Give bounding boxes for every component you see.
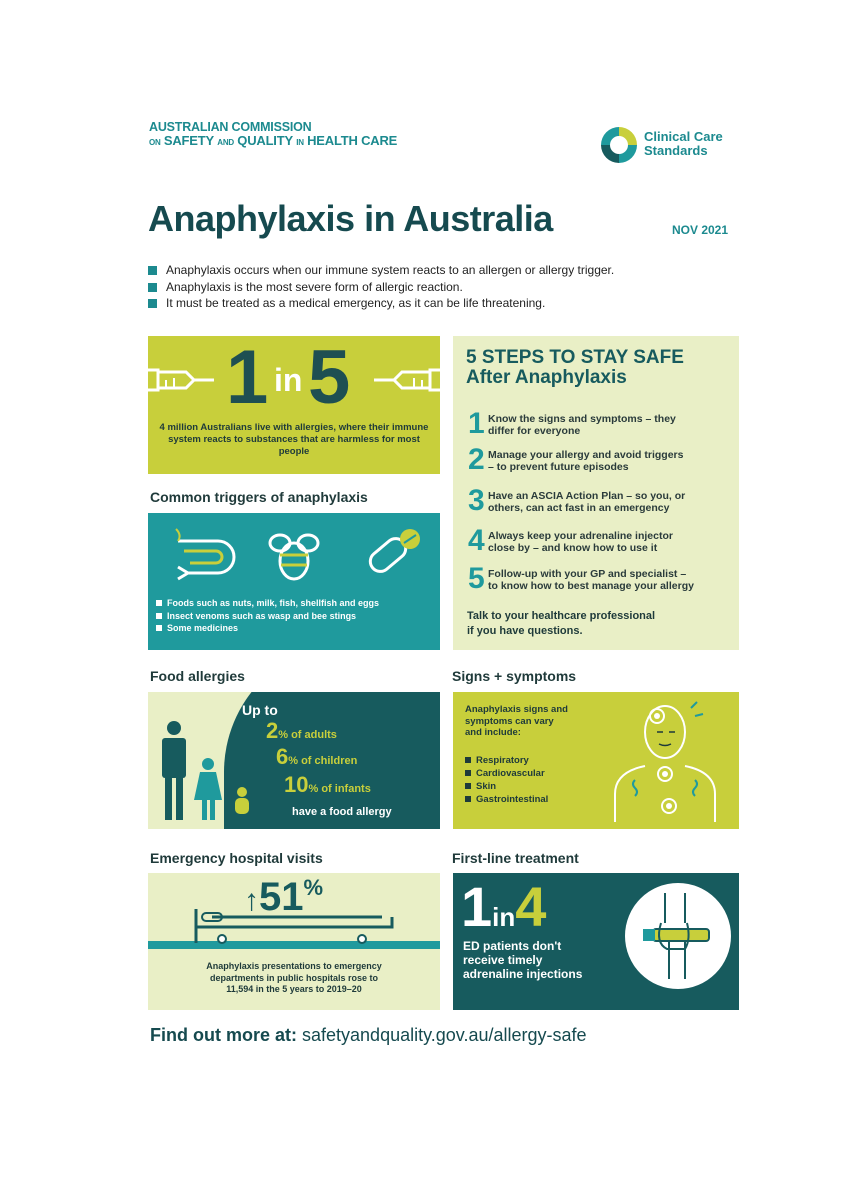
triggers-heading: Common triggers of anaphylaxis — [150, 489, 368, 505]
food-footer: have a food allergy — [292, 806, 392, 818]
sign-item: Cardiovascular — [465, 767, 548, 780]
increase-arrow-icon: ↑ — [244, 884, 259, 917]
stat-denominator: 5 — [308, 335, 351, 420]
signs-panel — [453, 692, 739, 829]
treatment-caption: ED patients don't receive timely adrenaline injections — [463, 939, 583, 981]
triggers-list — [156, 597, 379, 635]
treatment-heading: First-line treatment — [452, 850, 579, 866]
food-row-infants: 10% of infants — [284, 772, 371, 797]
find-out-more: Find out more at: safetyandquality.gov.au/allergy-safe — [150, 1025, 587, 1045]
signs-intro: Anaphylaxis signs and symptoms can vary and include: — [465, 704, 568, 738]
stat-caption: 4 million Australians live with allergies, where their immune system reacts to substances that are harmless for most people — [159, 422, 429, 457]
signs-list — [465, 754, 548, 806]
food-row-adults: 2% of adults — [266, 718, 337, 743]
trigger-item: Foods such as nuts, milk, fish, shellfish and eggs — [156, 597, 379, 610]
family-icon — [156, 720, 266, 824]
emergency-caption: Anaphylaxis presentations to emergency departments in public hospitals rose to 11,594 in the 5 years to 2019–20 — [206, 961, 382, 994]
sign-item: Respiratory — [465, 754, 548, 767]
emergency-stat: ↑51% — [244, 875, 324, 919]
intro-list — [148, 262, 758, 312]
syringe-left-icon — [148, 360, 218, 400]
injector-circle — [625, 883, 731, 989]
organisation-name — [149, 120, 397, 150]
food-row-children: 6% of children — [276, 744, 358, 769]
trigger-item: Insect venoms such as wasp and bee stings — [156, 610, 379, 623]
adrenaline-injector-icon — [625, 883, 731, 989]
prawn-icon — [168, 525, 244, 585]
logo-text: Clinical Care Standards — [644, 129, 723, 158]
emergency-panel — [148, 873, 440, 1010]
body-symptoms-icon — [595, 696, 735, 826]
one-in-five-panel — [148, 336, 440, 474]
treatment-stat: 1in4 — [461, 875, 547, 938]
stat-in: in — [274, 362, 303, 398]
publication-date: NOV 2021 — [672, 223, 729, 237]
page-title: Anaphylaxis in Australia — [148, 198, 553, 239]
medicine-pill-icon — [360, 523, 426, 583]
sign-item: Gastrointestinal — [465, 793, 548, 806]
sign-item: Skin — [465, 780, 548, 793]
intro-item: Anaphylaxis is the most severe form of allergic reaction. — [148, 279, 758, 296]
intro-item: It must be treated as a medical emergency, as it can be life threatening. — [148, 295, 758, 312]
treatment-panel — [453, 873, 739, 1010]
emergency-heading: Emergency hospital visits — [150, 850, 323, 866]
triggers-panel — [148, 513, 440, 650]
bee-icon — [266, 525, 322, 585]
food-heading: Food allergies — [150, 668, 245, 684]
steps-footer: Talk to your healthcare professional if you have questions. — [467, 610, 656, 637]
website-link[interactable]: safetyandquality.gov.au/allergy-safe — [302, 1025, 587, 1045]
signs-heading: Signs + symptoms — [452, 668, 577, 684]
stat-numerator: 1 — [226, 335, 269, 420]
trigger-item: Some medicines — [156, 622, 379, 635]
steps-title: 5 STEPS TO STAY SAFE After Anaphylaxis — [466, 347, 684, 388]
org-line-1: AUSTRALIAN COMMISSION — [149, 120, 312, 134]
food-upto: Up to — [242, 702, 278, 718]
syringe-right-icon — [370, 360, 440, 400]
clinical-care-standards-logo-icon — [598, 124, 640, 166]
intro-item: Anaphylaxis occurs when our immune system reacts to an allergen or allergy trigger. — [148, 262, 758, 279]
food-panel — [148, 692, 440, 829]
org-line-2: ON SAFETY AND QUALITY IN HEALTH CARE — [149, 133, 398, 148]
